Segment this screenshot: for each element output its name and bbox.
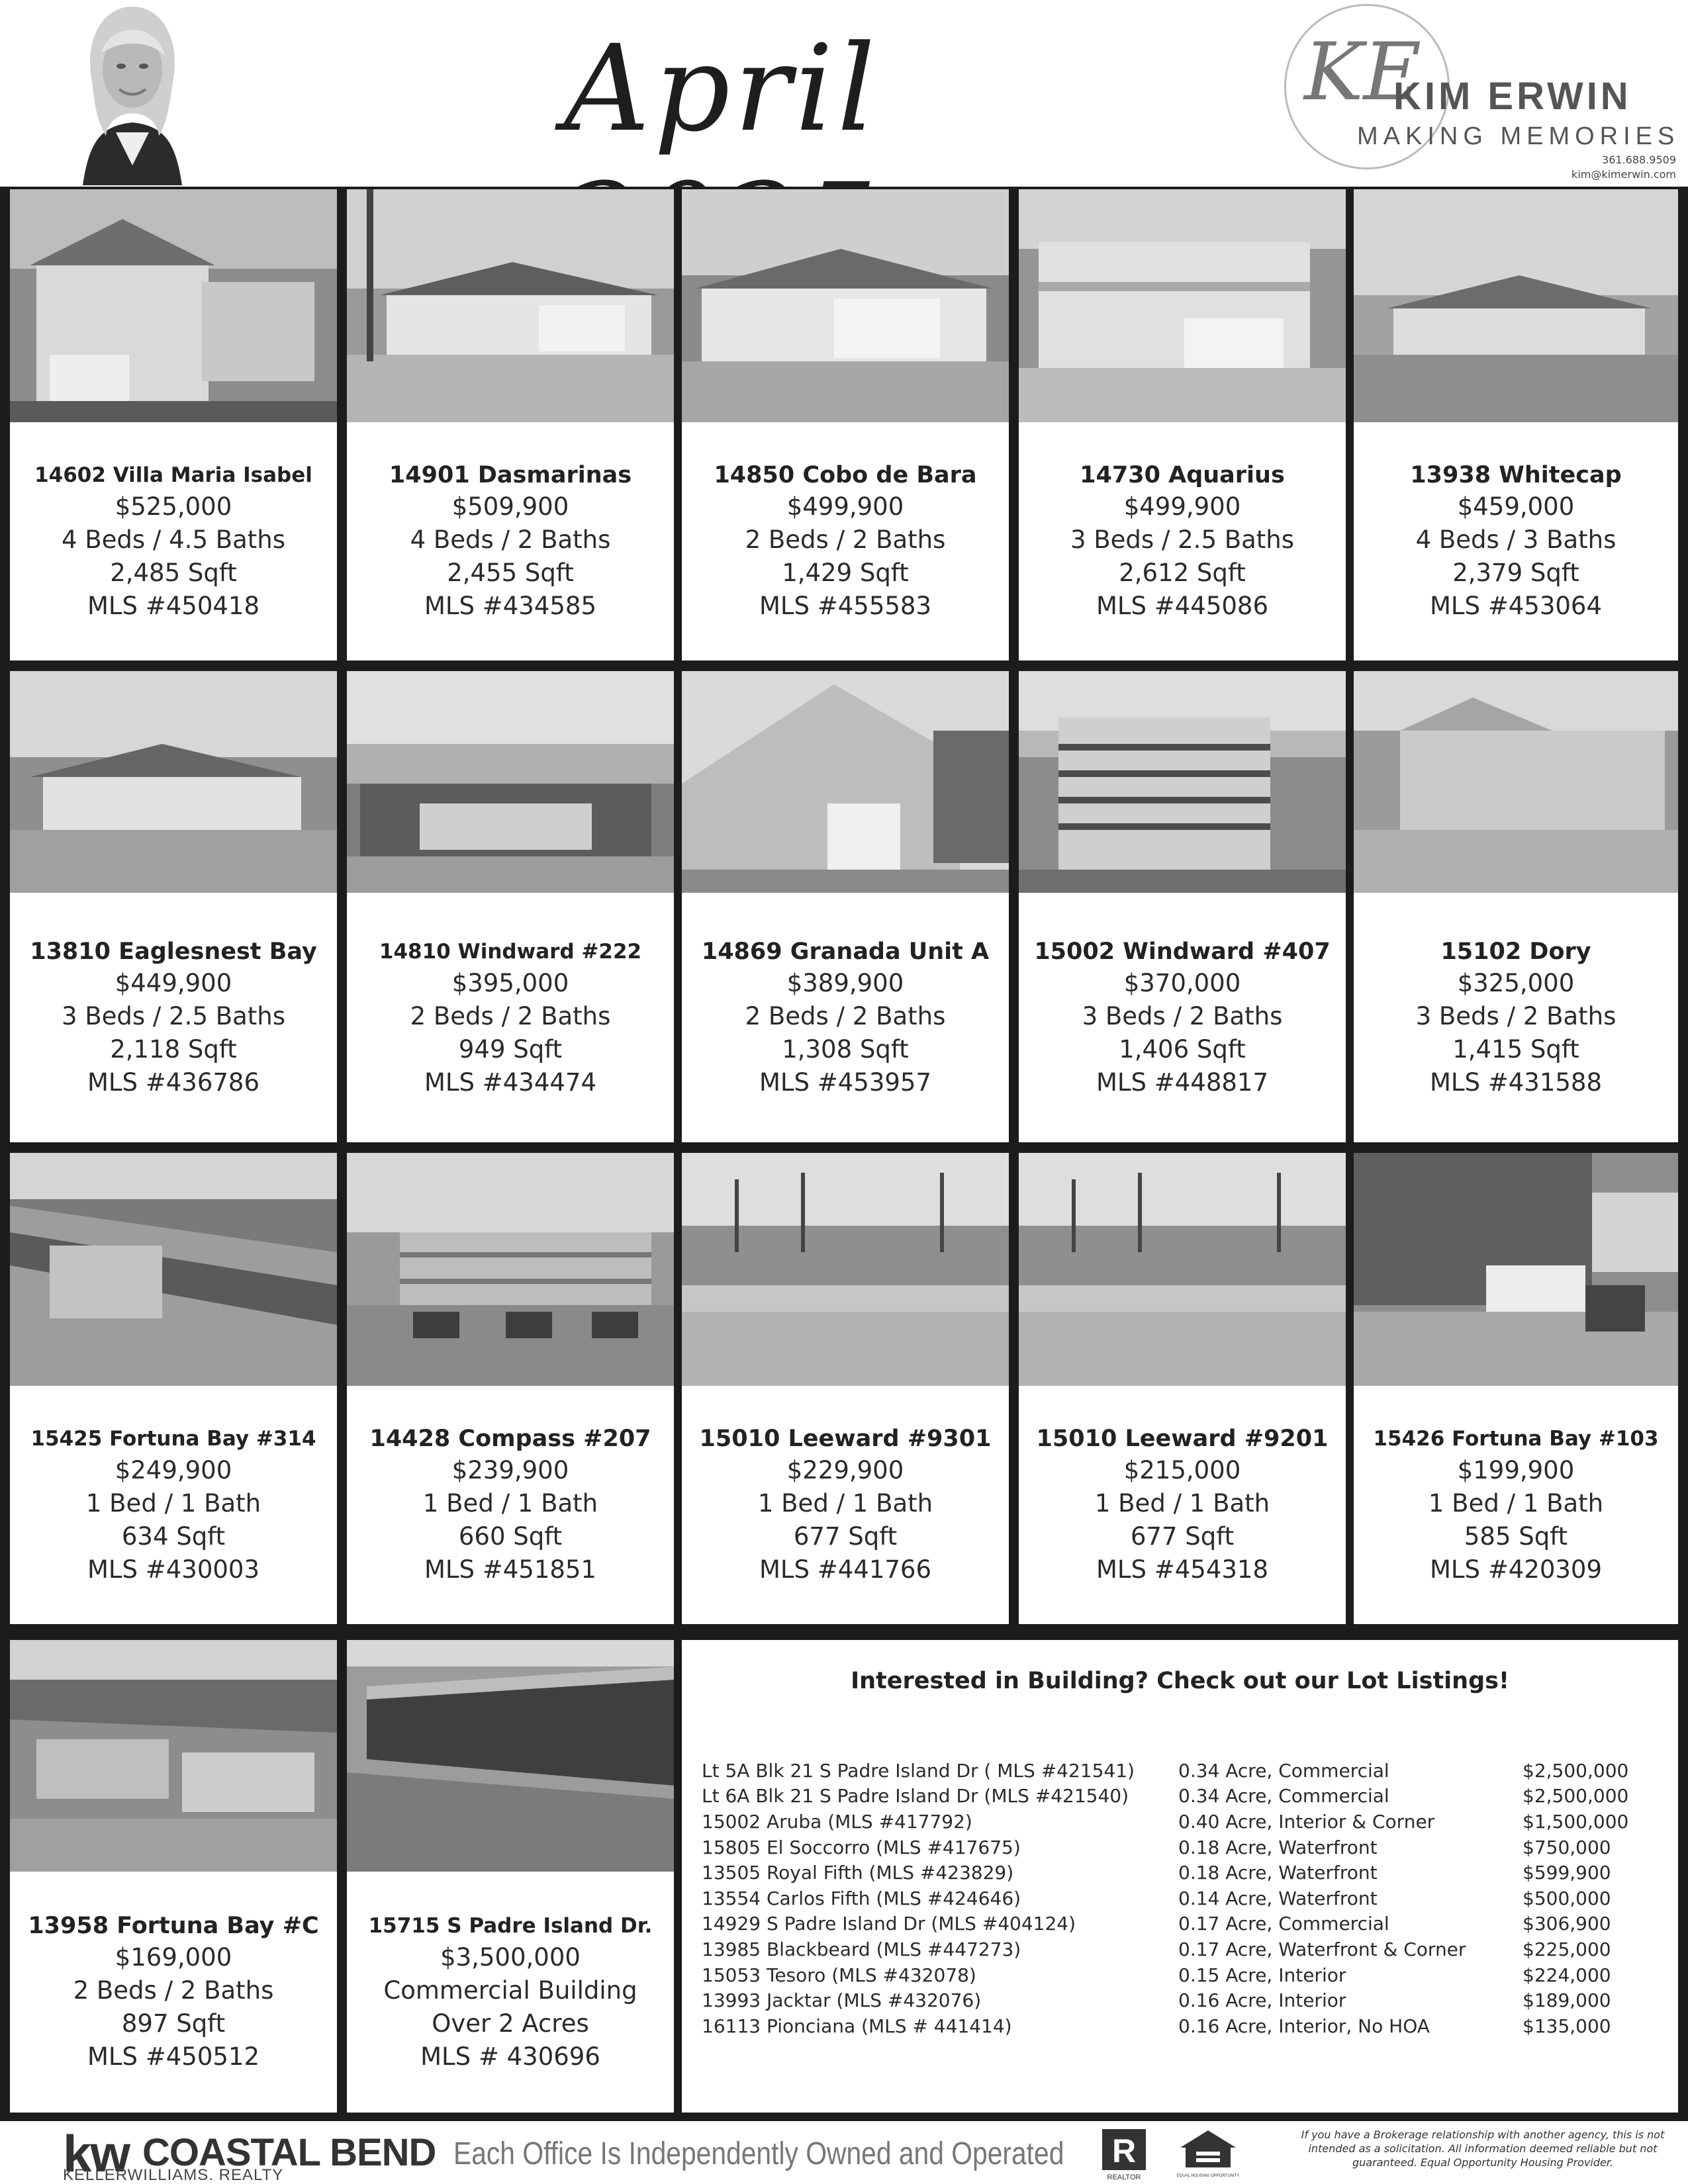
lot-price: $306,900	[1523, 1913, 1611, 1935]
listing-info	[10, 1872, 337, 2113]
lot-row	[702, 1835, 1662, 1860]
listing-price: $229,900	[786, 1456, 904, 1484]
listing-card[interactable]	[1019, 1153, 1346, 1624]
listing-mls: MLS #450418	[87, 592, 260, 620]
page-title: April	[563, 20, 880, 158]
listing-card[interactable]	[10, 671, 337, 1142]
property-photo	[1354, 1153, 1678, 1386]
lot-description: 0.16 Acre, Interior, No HOA	[1178, 2015, 1430, 2037]
listing-sqft: 2,455 Sqft	[447, 559, 574, 587]
lot-name: Lt 5A Blk 21 S Padre Island Dr ( MLS #421541)	[702, 1759, 1135, 1782]
lot-description: 0.17 Acre, Waterfront & Corner	[1178, 1938, 1466, 1960]
lot-price: $1,500,000	[1523, 1810, 1629, 1833]
lot-listings-title: Interested in Building? Check out our Lot Listings!	[851, 1668, 1509, 1694]
listing-price: $499,900	[1123, 492, 1241, 521]
lot-description: 0.17 Acre, Commercial	[1178, 1913, 1389, 1935]
listing-price: $215,000	[1123, 1456, 1241, 1484]
lot-description: 0.40 Acre, Interior & Corner	[1178, 1810, 1435, 1833]
listing-beds-baths: 1 Bed / 1 Bath	[1428, 1489, 1604, 1518]
listing-card[interactable]	[1019, 671, 1346, 1142]
lot-row	[702, 1962, 1662, 1988]
listing-beds-baths: 1 Bed / 1 Bath	[422, 1489, 598, 1518]
listing-card[interactable]	[347, 671, 674, 1142]
listing-address: 15010 Leeward #9201	[1036, 1426, 1329, 1452]
listing-mls: MLS #453957	[759, 1068, 932, 1097]
listing-beds-baths: 4 Beds / 2 Baths	[410, 525, 611, 554]
listing-mls: MLS #434585	[424, 592, 597, 620]
lot-row	[702, 1809, 1662, 1835]
listing-info	[1019, 893, 1346, 1142]
listing-address: 14901 Dasmarinas	[389, 462, 632, 488]
svg-text:EQUAL HOUSING OPPORTUNITY: EQUAL HOUSING OPPORTUNITY	[1176, 2174, 1240, 2178]
lot-description: 0.34 Acre, Commercial	[1178, 1785, 1389, 1807]
listing-price: $249,900	[115, 1456, 232, 1484]
kw-logo: kw	[63, 2124, 130, 2183]
svg-text:R: R	[1111, 2132, 1137, 2169]
listing-card[interactable]	[1019, 189, 1346, 660]
property-photo	[1019, 1153, 1346, 1386]
listing-address: 13810 Eaglesnest Bay	[30, 938, 317, 965]
lot-name: 15053 Tesoro (MLS #432078)	[702, 1964, 976, 1986]
listing-mls: MLS #431588	[1429, 1068, 1603, 1097]
listing-info	[1354, 893, 1678, 1142]
listing-info	[347, 1386, 674, 1624]
disclaimer: If you have a Brokerage relationship with another agency, this is not intended as a solicitation. All information deemed reliable but not guaranteed. Equal Opportunity Housing Provider.	[1301, 2128, 1665, 2169]
listing-address: 14850 Cobo de Bara	[714, 462, 977, 488]
agent-photo	[63, 0, 202, 185]
listing-mls: MLS #448817	[1096, 1068, 1269, 1097]
listing-sqft: 2,118 Sqft	[110, 1034, 237, 1064]
property-photo	[347, 189, 674, 422]
lot-row	[702, 2013, 1662, 2039]
equal-housing-icon	[1175, 2129, 1241, 2182]
brand-phone: 361.688.9509	[1602, 154, 1676, 166]
listing-info	[1019, 422, 1346, 660]
listing-address: 14810 Windward #222	[379, 939, 642, 964]
lot-name: 15805 El Soccorro (MLS #417675)	[702, 1836, 1021, 1858]
listing-info	[1354, 422, 1678, 660]
listing-info	[682, 893, 1009, 1142]
lot-description: 0.14 Acre, Waterfront	[1178, 1887, 1378, 1909]
listing-card[interactable]	[682, 189, 1009, 660]
listing-price: $370,000	[1123, 968, 1241, 997]
property-photo	[347, 1153, 674, 1386]
lot-price: $2,500,000	[1523, 1785, 1629, 1807]
kw-office-name: COASTAL BEND	[142, 2131, 436, 2174]
lot-description: 0.34 Acre, Commercial	[1178, 1759, 1389, 1782]
listing-beds-baths: 3 Beds / 2 Baths	[1082, 1001, 1283, 1030]
listing-sqft: 1,429 Sqft	[782, 559, 909, 587]
listing-card[interactable]	[1354, 671, 1678, 1142]
listing-card[interactable]	[1354, 1153, 1678, 1624]
listing-price: $459,000	[1457, 492, 1575, 521]
property-photo	[10, 671, 337, 893]
listing-address: 13958 Fortuna Bay #C	[28, 1913, 319, 1939]
listing-address: 15425 Fortuna Bay #314	[30, 1427, 316, 1451]
listing-address: 15715 S Padre Island Dr.	[368, 1914, 653, 1938]
listing-beds-baths: 4 Beds / 3 Baths	[1415, 525, 1617, 554]
property-photo	[682, 1153, 1009, 1386]
listing-address: 14730 Aquarius	[1080, 462, 1285, 488]
lot-name: 14929 S Padre Island Dr (MLS #404124)	[702, 1913, 1076, 1935]
listing-beds-baths: 2 Beds / 2 Baths	[745, 1001, 946, 1030]
listing-info	[1354, 1386, 1678, 1624]
lot-price: $750,000	[1523, 1836, 1611, 1858]
listing-price: $509,900	[451, 492, 569, 521]
property-photo	[10, 189, 337, 422]
brand-monogram: KE	[1304, 26, 1422, 118]
listing-sqft: 1,415 Sqft	[1452, 1034, 1579, 1064]
lot-price: $2,500,000	[1523, 1759, 1629, 1782]
listing-mls: MLS #420309	[1429, 1555, 1603, 1584]
lot-row	[702, 1911, 1662, 1937]
listing-price: $239,900	[451, 1456, 569, 1484]
listing-price: $199,900	[1457, 1456, 1575, 1484]
lot-price: $500,000	[1523, 1887, 1611, 1909]
property-photo	[347, 671, 674, 893]
lot-price: $224,000	[1523, 1964, 1611, 1986]
lot-price: $189,000	[1523, 1989, 1611, 2012]
lot-price: $599,900	[1523, 1862, 1611, 1884]
listing-card[interactable]	[1354, 189, 1678, 660]
listing-beds-baths: 1 Bed / 1 Bath	[1094, 1489, 1270, 1518]
realtor-icon	[1096, 2129, 1152, 2182]
listing-info	[347, 422, 674, 660]
header	[0, 0, 1688, 187]
lot-row	[702, 1987, 1662, 2013]
listing-price: $169,000	[115, 1943, 232, 1972]
office-note: Each Office Is Independently Owned and Operated	[453, 2136, 1064, 2171]
lot-description: 0.18 Acre, Waterfront	[1178, 1836, 1378, 1858]
property-photo	[682, 671, 1009, 893]
listing-info	[347, 1872, 674, 2113]
listing-address: 15102 Dory	[1440, 938, 1591, 965]
listing-sqft: 2,485 Sqft	[110, 559, 237, 587]
listing-beds-baths: Commercial Building	[383, 1976, 637, 2005]
listing-price: $449,900	[115, 968, 232, 997]
lot-name: 16113 Pionciana (MLS # 441414)	[702, 2015, 1012, 2037]
listing-mls: MLS #430003	[87, 1555, 260, 1584]
listing-beds-baths: 1 Bed / 1 Bath	[757, 1489, 933, 1518]
lot-listings-table	[702, 1758, 1662, 2039]
svg-text:REALTOR: REALTOR	[1107, 2173, 1141, 2181]
listing-sqft: 585 Sqft	[1464, 1522, 1568, 1551]
lot-name: 13554 Carlos Fifth (MLS #424646)	[702, 1887, 1021, 1909]
lot-description: 0.16 Acre, Interior	[1178, 1989, 1346, 2012]
property-photo	[1354, 671, 1678, 893]
lot-listings-panel	[682, 1640, 1678, 2113]
listing-mls: MLS # 430696	[420, 2042, 600, 2071]
lot-row	[702, 1936, 1662, 1962]
listing-beds-baths: 2 Beds / 2 Baths	[745, 525, 946, 554]
lot-name: 13985 Blackbeard (MLS #447273)	[702, 1938, 1021, 1960]
listing-card[interactable]	[347, 189, 674, 660]
listing-card[interactable]	[347, 1153, 674, 1624]
listing-sqft: Over 2 Acres	[432, 2009, 589, 2038]
listing-beds-baths: 3 Beds / 2.5 Baths	[1070, 525, 1295, 554]
listing-price: $389,900	[786, 968, 904, 997]
listing-sqft: 660 Sqft	[458, 1522, 563, 1551]
brand-email: kim@kimerwin.com	[1571, 168, 1676, 181]
listing-card[interactable]	[682, 671, 1009, 1142]
lot-row	[702, 1758, 1662, 1784]
listing-mls: MLS #453064	[1429, 592, 1603, 620]
listing-card[interactable]	[10, 1640, 337, 2113]
listing-card[interactable]	[682, 1153, 1009, 1624]
listing-price: $525,000	[115, 492, 232, 521]
listing-card[interactable]	[10, 189, 337, 660]
listing-sqft: 2,612 Sqft	[1119, 559, 1246, 587]
listing-info	[1019, 1386, 1346, 1624]
listing-price: $395,000	[451, 968, 569, 997]
listing-price: $325,000	[1457, 968, 1575, 997]
listing-info	[10, 893, 337, 1142]
listing-info	[682, 1386, 1009, 1624]
listing-sqft: 634 Sqft	[121, 1522, 226, 1551]
listing-address: 15426 Fortuna Bay #103	[1373, 1427, 1659, 1451]
brand-tagline: MAKING MEMORIES	[1357, 122, 1680, 150]
kw-subtitle: KELLERWILLIAMS. REALTY	[63, 2166, 284, 2184]
listing-beds-baths: 2 Beds / 2 Baths	[73, 1976, 274, 2005]
property-photo	[347, 1640, 674, 1872]
property-photo	[10, 1640, 337, 1872]
listing-sqft: 677 Sqft	[1130, 1522, 1235, 1551]
lot-name: Lt 6A Blk 21 S Padre Island Dr (MLS #421540)	[702, 1785, 1129, 1807]
listing-address: 15010 Leeward #9301	[699, 1426, 992, 1452]
property-photo	[10, 1153, 337, 1386]
listing-info	[10, 1386, 337, 1624]
listing-beds-baths: 3 Beds / 2 Baths	[1415, 1001, 1617, 1030]
listing-mls: MLS #436786	[87, 1068, 260, 1097]
lot-description: 0.18 Acre, Waterfront	[1178, 1862, 1378, 1884]
listing-info	[347, 893, 674, 1142]
listing-card[interactable]	[347, 1640, 674, 2113]
listing-beds-baths: 2 Beds / 2 Baths	[410, 1001, 611, 1030]
property-photo	[1019, 189, 1346, 422]
listing-info	[10, 422, 337, 660]
listing-mls: MLS #450512	[87, 2042, 260, 2071]
lot-price: $135,000	[1523, 2015, 1611, 2037]
listing-card[interactable]	[10, 1153, 337, 1624]
lot-row	[702, 1784, 1662, 1809]
listing-sqft: 949 Sqft	[458, 1034, 563, 1064]
listing-mls: MLS #455583	[759, 592, 932, 620]
listing-grid	[0, 187, 1688, 2121]
listing-sqft: 1,406 Sqft	[1119, 1034, 1246, 1064]
listing-address: 14602 Villa Maria Isabel	[34, 463, 312, 487]
lot-name: 15002 Aruba (MLS #417792)	[702, 1810, 972, 1833]
footer	[0, 2121, 1688, 2184]
property-photo	[682, 189, 1009, 422]
property-photo	[1354, 189, 1678, 422]
listing-beds-baths: 3 Beds / 2.5 Baths	[61, 1001, 286, 1030]
brand-name: KIM ERWIN	[1393, 75, 1632, 118]
listing-mls: MLS #451851	[424, 1555, 597, 1584]
listing-sqft: 677 Sqft	[793, 1522, 898, 1551]
listing-beds-baths: 4 Beds / 4.5 Baths	[61, 525, 286, 554]
listing-price: $499,900	[786, 492, 904, 521]
lot-row	[702, 1860, 1662, 1886]
lot-name: 13505 Royal Fifth (MLS #423829)	[702, 1862, 1014, 1884]
listing-address: 15002 Windward #407	[1034, 938, 1331, 965]
listing-address: 14428 Compass #207	[369, 1426, 651, 1452]
listing-beds-baths: 1 Bed / 1 Bath	[85, 1489, 261, 1518]
brand-logo	[1278, 0, 1688, 187]
lot-name: 13993 Jacktar (MLS #432076)	[702, 1989, 982, 2012]
listing-address: 13938 Whitecap	[1410, 462, 1622, 488]
listing-address: 14869 Granada Unit A	[701, 938, 990, 965]
listing-mls: MLS #454318	[1096, 1555, 1269, 1584]
listing-sqft: 897 Sqft	[121, 2009, 226, 2038]
listing-sqft: 2,379 Sqft	[1452, 559, 1579, 587]
property-photo	[1019, 671, 1346, 893]
listing-mls: MLS #445086	[1096, 592, 1269, 620]
listing-info	[682, 422, 1009, 660]
lot-price: $225,000	[1523, 1938, 1611, 1960]
listing-mls: MLS #434474	[424, 1068, 597, 1097]
lot-row	[702, 1886, 1662, 1911]
listing-mls: MLS #441766	[759, 1555, 932, 1584]
listing-price: $3,500,000	[440, 1943, 581, 1972]
lot-description: 0.15 Acre, Interior	[1178, 1964, 1346, 1986]
listing-sqft: 1,308 Sqft	[782, 1034, 909, 1064]
